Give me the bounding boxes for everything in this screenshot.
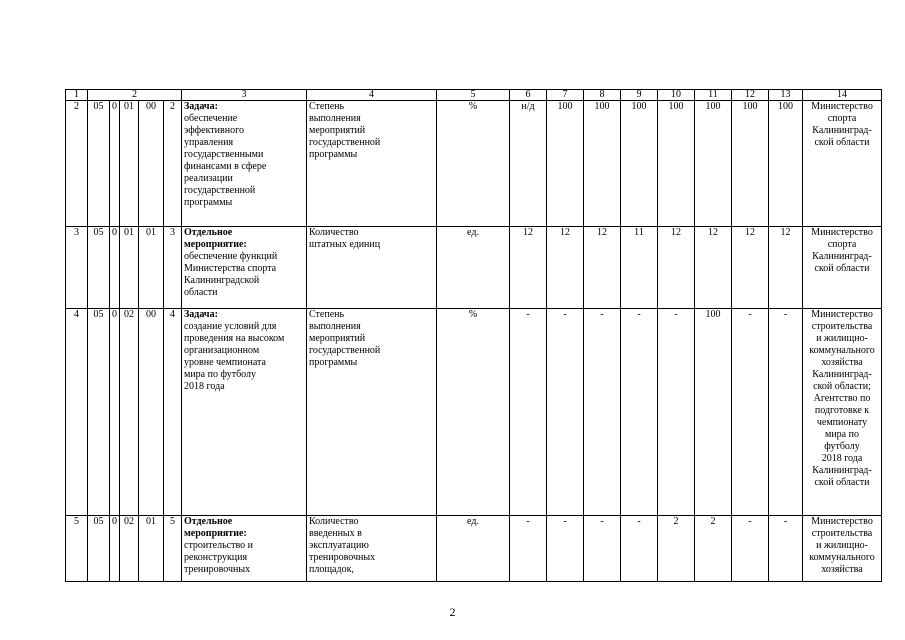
responsible-cell xyxy=(803,309,882,516)
task-label: Задача: xyxy=(184,101,218,112)
responsible-cell xyxy=(803,101,882,227)
code-cell: 0 xyxy=(110,227,120,309)
value-cell: - xyxy=(621,309,658,516)
responsible-cell xyxy=(803,516,882,582)
code-cell: 00 xyxy=(139,309,164,516)
code-cell: 02 xyxy=(120,309,139,516)
value-cell: - xyxy=(584,516,621,582)
code-cell: 01 xyxy=(139,516,164,582)
header-cell: 4 xyxy=(307,90,437,101)
indicator-cell xyxy=(307,309,437,516)
header-cell: 14 xyxy=(803,90,882,101)
indicators-table xyxy=(65,89,882,582)
code-cell: 0 xyxy=(110,101,120,227)
code-cell: 00 xyxy=(139,101,164,227)
header-cell: 11 xyxy=(695,90,732,101)
indicator-text: Степень выполнения мероприятий государственной программы xyxy=(309,309,381,368)
unit-cell: ед. xyxy=(437,516,510,582)
value-cell: 100 xyxy=(584,101,621,227)
header-cell: 1 xyxy=(66,90,88,101)
value-cell: 12 xyxy=(510,227,547,309)
header-cell: 7 xyxy=(547,90,584,101)
code-cell: 01 xyxy=(120,227,139,309)
indicator-cell xyxy=(307,101,437,227)
indicator-text: Количество введенных в эксплуатацию тренировочных площадок, xyxy=(309,516,376,575)
code-cell: 05 xyxy=(88,101,110,227)
responsible-cell xyxy=(803,227,882,309)
value-cell: 12 xyxy=(695,227,732,309)
row-number: 4 xyxy=(66,309,88,516)
header-cell: 2 xyxy=(88,90,182,101)
row-number: 5 xyxy=(66,516,88,582)
responsible-text: Министерство спорта Калининград- ской области xyxy=(811,101,873,148)
header-cell: 6 xyxy=(510,90,547,101)
table-row xyxy=(66,101,882,227)
task-text: создание условий для проведения на высоком организационном уровне чемпионата мира по футболу 2018 года xyxy=(184,321,285,392)
task-label: Отдельное мероприятие: xyxy=(184,516,247,539)
value-cell: 100 xyxy=(769,101,803,227)
header-cell: 10 xyxy=(658,90,695,101)
header-cell: 9 xyxy=(621,90,658,101)
value-cell: - xyxy=(547,516,584,582)
value-cell: - xyxy=(547,309,584,516)
table-row xyxy=(66,516,882,582)
task-text: строительство и реконструкция тренировочных xyxy=(184,540,253,575)
table-row xyxy=(66,227,882,309)
indicator-cell xyxy=(307,516,437,582)
task-label: Отдельное мероприятие: xyxy=(184,227,247,250)
row-number: 2 xyxy=(66,101,88,227)
code-cell: 05 xyxy=(88,516,110,582)
responsible-text: Министерство строительства и жилищно- коммунального хозяйства Калининград- ской области; Агентство по подготовке к чемпионату мира по футболу 2018 года Калининград- ской области xyxy=(809,309,875,488)
table-row xyxy=(66,309,882,516)
header-row xyxy=(66,90,882,101)
indicator-text: Степень выполнения мероприятий государственной программы xyxy=(309,101,381,160)
header-cell: 8 xyxy=(584,90,621,101)
value-cell: 12 xyxy=(547,227,584,309)
value-cell: - xyxy=(732,309,769,516)
page-number: 2 xyxy=(449,605,456,619)
value-cell: 100 xyxy=(621,101,658,227)
value-cell: 100 xyxy=(547,101,584,227)
indicator-cell xyxy=(307,227,437,309)
value-cell: - xyxy=(769,309,803,516)
unit-cell: ед. xyxy=(437,227,510,309)
value-cell: - xyxy=(621,516,658,582)
value-cell: 100 xyxy=(695,309,732,516)
code-cell: 4 xyxy=(164,309,182,516)
value-cell: 2 xyxy=(695,516,732,582)
code-cell: 0 xyxy=(110,309,120,516)
task-cell xyxy=(182,101,307,227)
row-number: 3 xyxy=(66,227,88,309)
value-cell: н/д xyxy=(510,101,547,227)
responsible-text: Министерство спорта Калининград- ской области xyxy=(811,227,873,274)
code-cell: 2 xyxy=(164,101,182,227)
value-cell: 100 xyxy=(658,101,695,227)
unit-cell: % xyxy=(437,309,510,516)
code-cell: 5 xyxy=(164,516,182,582)
value-cell: - xyxy=(732,516,769,582)
unit-cell: % xyxy=(437,101,510,227)
code-cell: 01 xyxy=(139,227,164,309)
value-cell: - xyxy=(769,516,803,582)
responsible-text: Министерство строительства и жилищно- коммунального хозяйства xyxy=(809,516,875,575)
value-cell: 12 xyxy=(584,227,621,309)
code-cell: 01 xyxy=(120,101,139,227)
task-cell xyxy=(182,227,307,309)
code-cell: 3 xyxy=(164,227,182,309)
value-cell: 12 xyxy=(732,227,769,309)
task-text: обеспечение функций Министерства спорта Калининградской области xyxy=(184,251,278,298)
code-cell: 0 xyxy=(110,516,120,582)
value-cell: 100 xyxy=(732,101,769,227)
value-cell: - xyxy=(584,309,621,516)
value-cell: 11 xyxy=(621,227,658,309)
value-cell: 12 xyxy=(658,227,695,309)
value-cell: - xyxy=(658,309,695,516)
code-cell: 05 xyxy=(88,227,110,309)
value-cell: 2 xyxy=(658,516,695,582)
task-text: обеспечение эффективного управления государственными финансами в сфере реализации государственной программы xyxy=(184,113,267,208)
indicator-text: Количество штатных единиц xyxy=(309,227,381,250)
value-cell: - xyxy=(510,516,547,582)
value-cell: - xyxy=(510,309,547,516)
code-cell: 02 xyxy=(120,516,139,582)
header-cell: 13 xyxy=(769,90,803,101)
value-cell: 100 xyxy=(695,101,732,227)
header-cell: 3 xyxy=(182,90,307,101)
header-cell: 12 xyxy=(732,90,769,101)
task-label: Задача: xyxy=(184,309,218,320)
header-cell: 5 xyxy=(437,90,510,101)
code-cell: 05 xyxy=(88,309,110,516)
value-cell: 12 xyxy=(769,227,803,309)
task-cell xyxy=(182,309,307,516)
task-cell xyxy=(182,516,307,582)
